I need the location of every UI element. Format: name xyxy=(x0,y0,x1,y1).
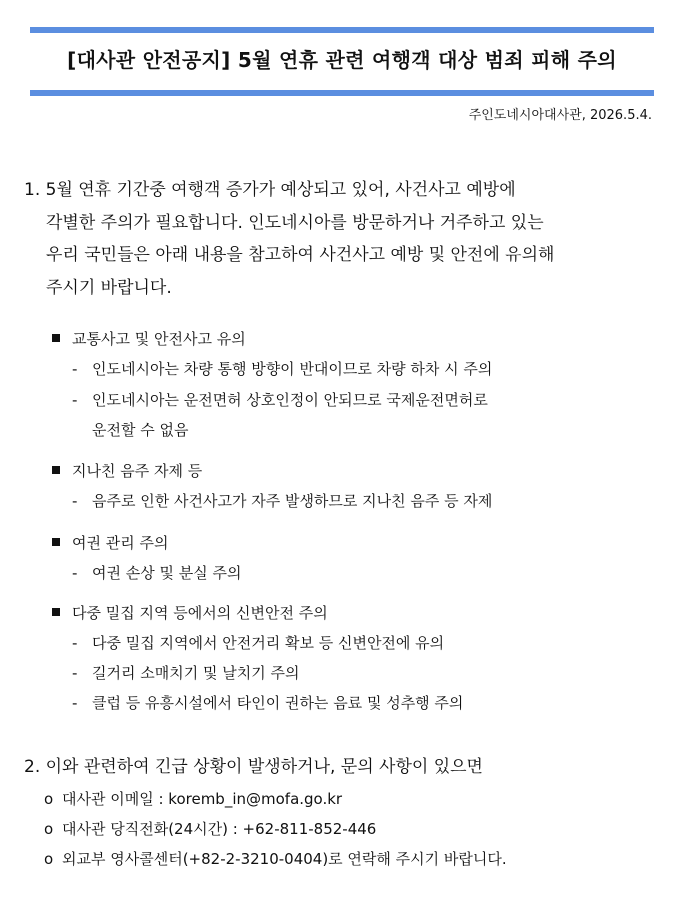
sub-item xyxy=(72,389,488,410)
bullet-title: 다중 밀집 지역 등에서의 신변안전 주의 xyxy=(72,604,328,622)
dash-icon: - xyxy=(72,664,78,682)
bottom-rule xyxy=(30,90,654,96)
sub-item xyxy=(72,632,444,653)
contact-item xyxy=(44,848,507,869)
dash-icon: - xyxy=(72,694,78,712)
square-bullet-icon xyxy=(52,466,60,474)
contact-item xyxy=(44,788,342,809)
contact-text: 대사관 당직전화(24시간) : +62-811-852-446 xyxy=(62,820,377,838)
sub-item-text: 다중 밀집 지역에서 안전거리 확보 등 신변안전에 유의 xyxy=(92,634,445,652)
square-bullet-icon xyxy=(52,334,60,342)
dash-icon: - xyxy=(72,360,78,378)
section-2-heading: 2. 이와 관련하여 긴급 상황이 발생하거나, 문의 사항이 있으면 xyxy=(24,757,483,777)
square-bullet-icon xyxy=(52,538,60,546)
sub-item-text: 인도네시아는 운전면허 상호인정이 안되므로 국제운전면허로 xyxy=(92,391,488,409)
bullet-traffic xyxy=(52,328,246,349)
section-1-line: 1. 5월 연휴 기간중 여행객 증가가 예상되고 있어, 사건사고 예방에 xyxy=(24,180,516,200)
section-1-line: 우리 국민들은 아래 내용을 참고하여 사건사고 예방 및 안전에 유의해 xyxy=(46,245,555,266)
sub-item xyxy=(72,562,241,583)
bullet-passport xyxy=(52,532,168,553)
sub-item-text: 음주로 인한 사건사고가 자주 발생하므로 지나친 음주 등 자제 xyxy=(92,492,493,510)
sub-item-text: 클럽 등 유흥시설에서 타인이 권하는 음료 및 성추행 주의 xyxy=(92,694,464,712)
bullet-drinking xyxy=(52,460,202,481)
sub-item-text: 길거리 소매치기 및 날치기 주의 xyxy=(92,664,300,682)
sub-item-text: 여권 손상 및 분실 주의 xyxy=(92,564,242,582)
bullet-crowded-areas xyxy=(52,602,328,623)
circle-bullet-icon: o xyxy=(44,790,54,808)
dash-icon: - xyxy=(72,564,78,582)
section-1-line: 주시기 바랍니다. xyxy=(46,277,172,298)
square-bullet-icon xyxy=(52,608,60,616)
notice-title: [대사관 안전공지] 5월 연휴 관련 여행객 대상 범죄 피해 주의 xyxy=(67,48,617,72)
top-rule xyxy=(30,27,654,33)
sub-item xyxy=(72,662,299,683)
circle-bullet-icon: o xyxy=(44,820,54,838)
section-1-paragraph xyxy=(24,174,664,304)
sub-item xyxy=(72,358,492,379)
sub-item-text: 인도네시아는 차량 통행 방향이 반대이므로 차량 하차 시 주의 xyxy=(92,360,493,378)
section-1-line: 각별한 주의가 필요합니다. 인도네시아를 방문하거나 거주하고 있는 xyxy=(46,212,544,233)
contact-item xyxy=(44,818,376,839)
bullet-title: 여권 관리 주의 xyxy=(72,534,169,552)
bullet-title: 교통사고 및 안전사고 유의 xyxy=(72,330,246,348)
contact-text: 대사관 이메일 : koremb_in@mofa.go.kr xyxy=(62,790,343,808)
bullet-title: 지나친 음주 자제 등 xyxy=(72,462,203,480)
dash-icon: - xyxy=(72,634,78,652)
sub-item xyxy=(72,490,492,511)
sender-line: 주인도네시아대사관, 2026.5.4. xyxy=(468,108,652,123)
contact-text: 외교부 영사콜센터(+82-2-3210-0404)로 연락해 주시기 바랍니다. xyxy=(62,850,507,868)
dash-icon: - xyxy=(72,492,78,510)
dash-icon: - xyxy=(72,391,78,409)
sub-item-continuation: 운전할 수 없음 xyxy=(92,421,189,439)
sub-item xyxy=(72,692,463,713)
circle-bullet-icon: o xyxy=(44,850,54,868)
